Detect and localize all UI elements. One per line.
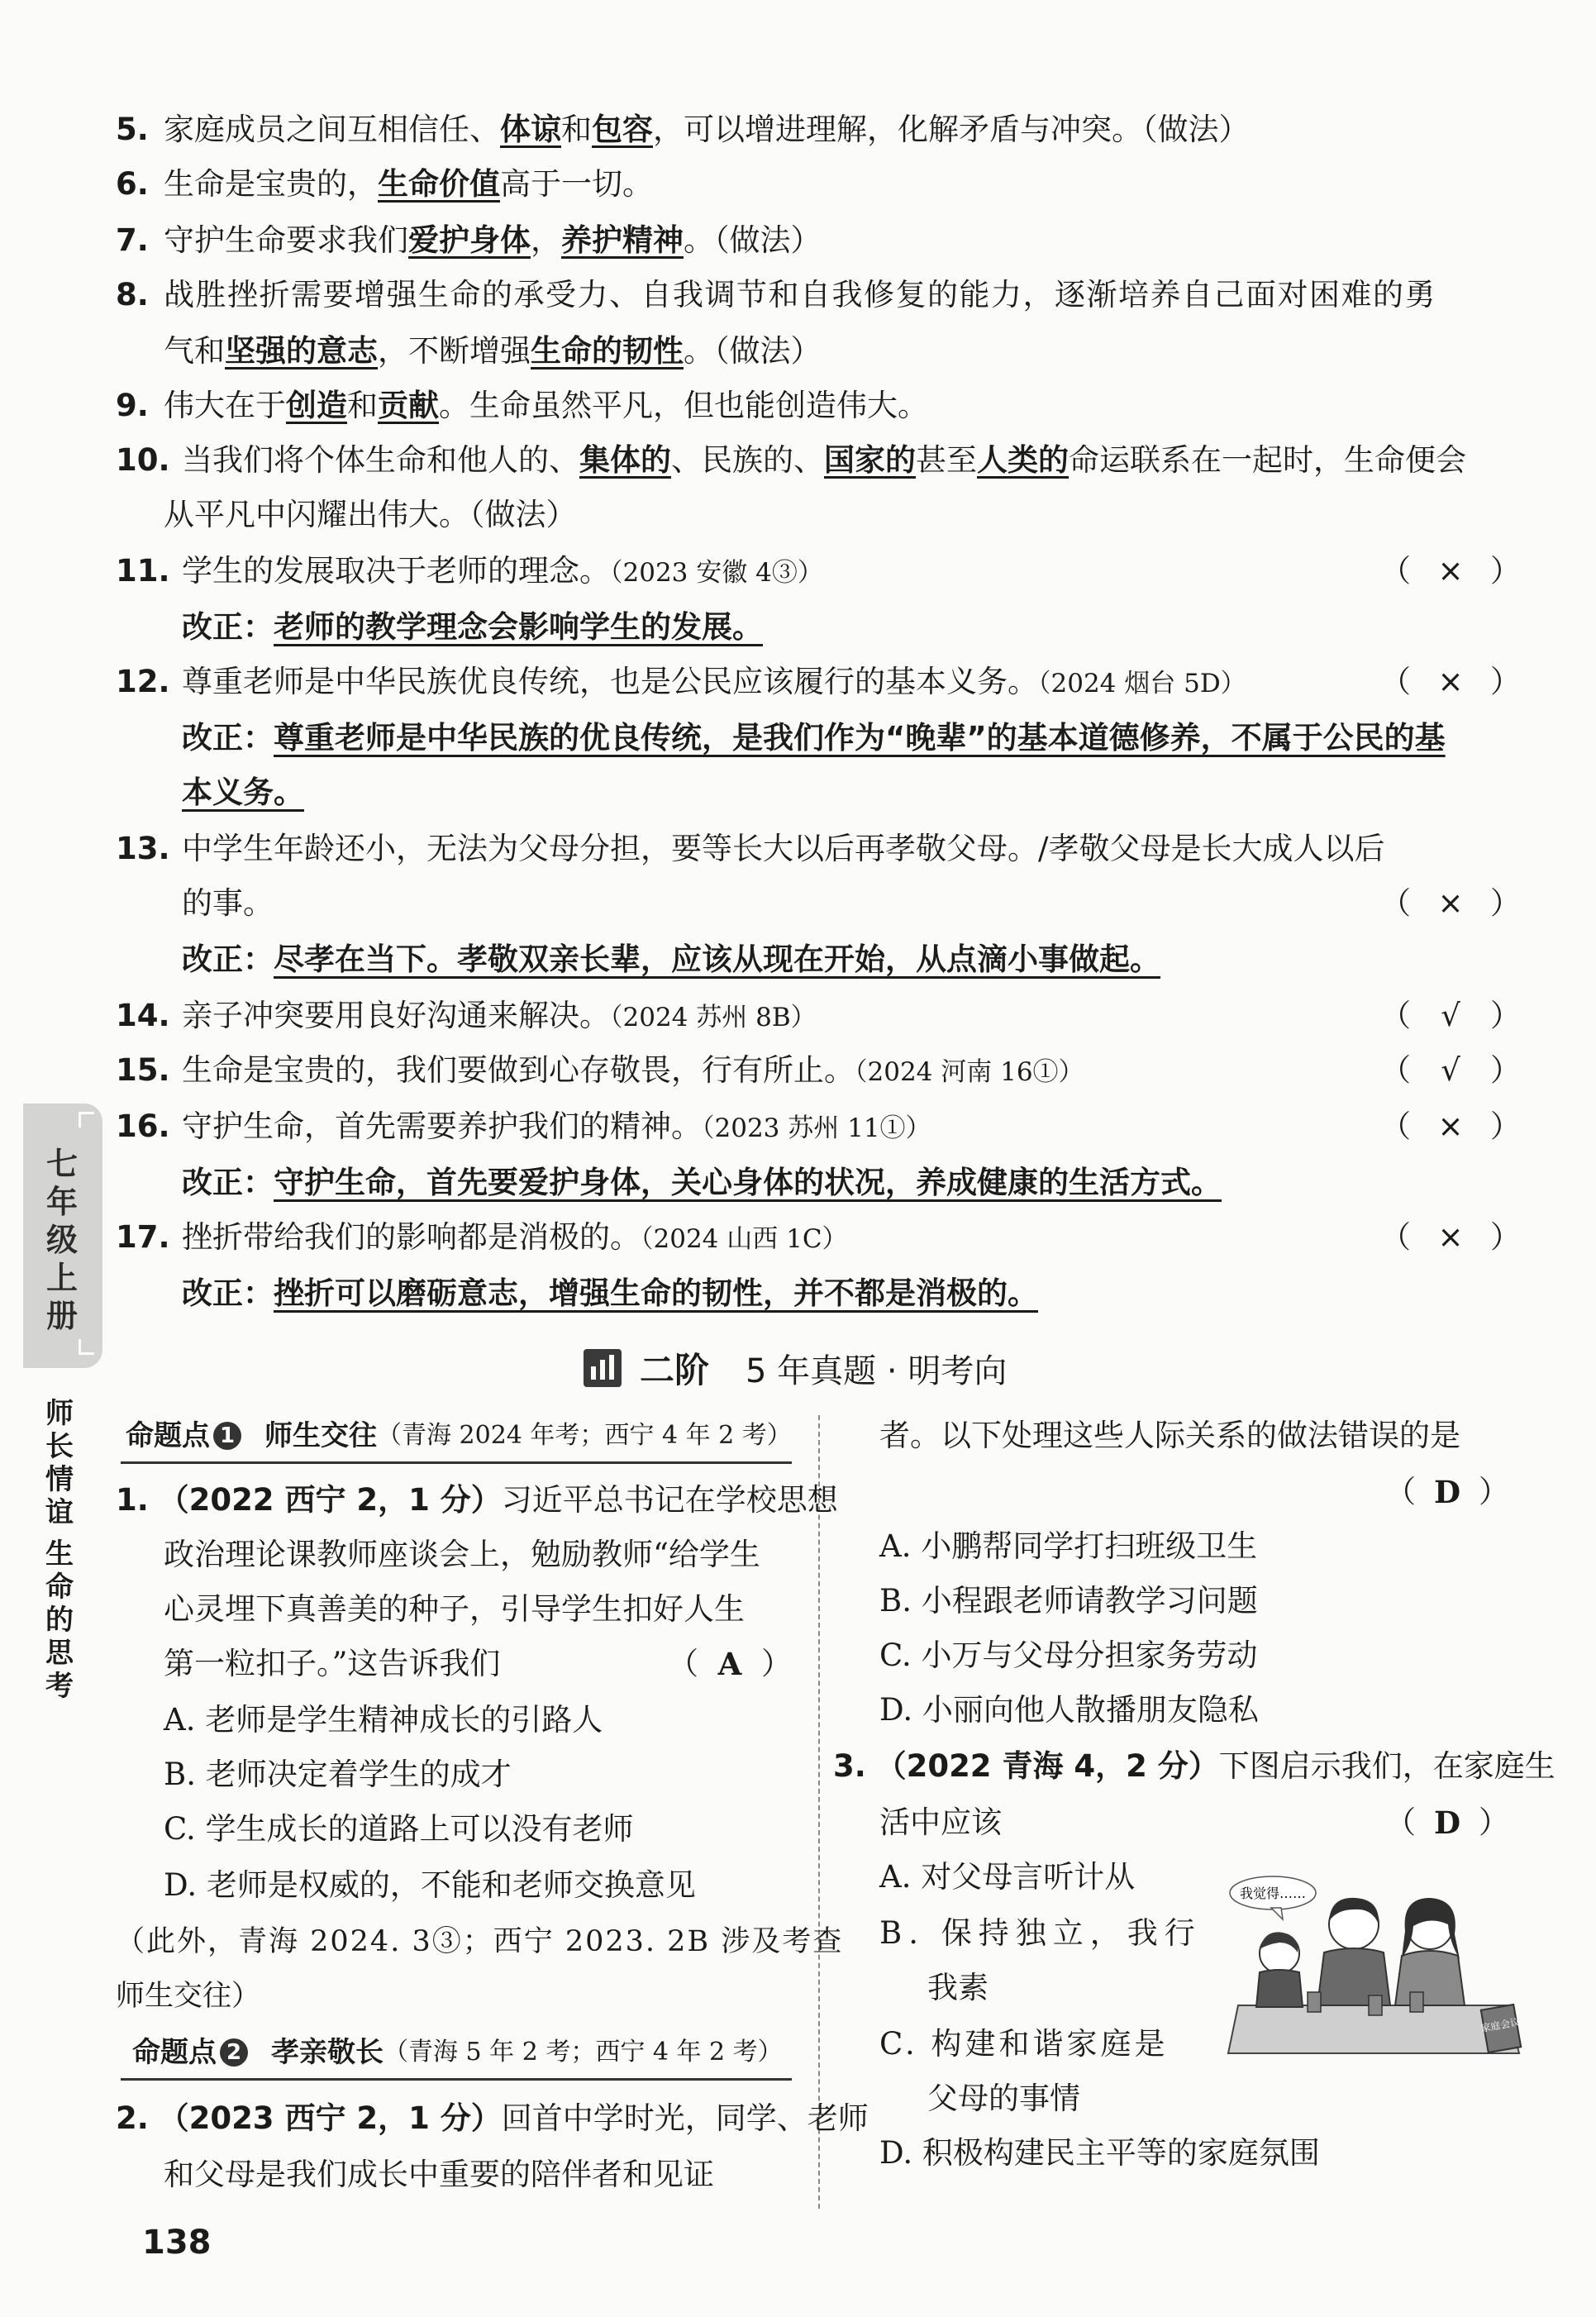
option: D. 积极构建民主平等的家庭氛围 (879, 2135, 1320, 2171)
item-number: 11. (116, 553, 170, 589)
stamp-text: 家庭会议 (1479, 2015, 1522, 2035)
unit-label-2: 生命的思考 (45, 1538, 74, 1703)
tab-corner (79, 1339, 94, 1355)
item-number: 12. (116, 664, 170, 699)
item-number: 9. (116, 388, 149, 423)
answer-letter: D (1433, 1804, 1461, 1841)
answer-letter: A (717, 1646, 742, 1682)
key-term: 养护精神 (561, 222, 684, 258)
column-divider (818, 1415, 820, 2209)
extra-note: 师生交往） (116, 1980, 261, 2013)
option: A. 小鹏帮同学打扫班级卫生 (879, 1528, 1258, 1564)
question-1: 1. （2022 西宁 2，1 分）习近平总书记在学校思想 (116, 1482, 838, 1518)
question-number: 2. (116, 2100, 149, 2136)
correction-13: 改正：尽孝在当下。孝敬双亲长辈，应该从现在开始，从点滴小事做起。 (182, 942, 1160, 977)
question-source: （2022 西宁 2，1 分） (158, 1482, 502, 1518)
section-title: 二阶 (640, 1350, 710, 1390)
option: D. 小丽向他人散播朋友隐私 (879, 1692, 1259, 1728)
item-number: 16. (116, 1108, 170, 1144)
option: C. 构建和谐家庭是 (879, 2026, 1169, 2062)
bar-chart-icon (584, 1349, 622, 1387)
item-10-cont: 从平凡中闪耀出伟大。（做法） (164, 497, 577, 532)
key-term: 包容 (592, 112, 653, 147)
tab-corner (79, 1112, 94, 1128)
option: D. 老师是权威的，不能和老师交换意见 (164, 1867, 696, 1903)
item-8-cont: 气和坚强的意志，不断增强生命的韧性。（做法） (164, 333, 822, 369)
question-number: 3. (833, 1748, 866, 1784)
answer-letter: D (1433, 1474, 1461, 1510)
question-source: （2022 青海 4，2 分） (875, 1748, 1219, 1784)
judgement-mark: √ (1441, 1052, 1460, 1088)
answer-paren: （ × ） (1380, 876, 1521, 931)
key-term: 贡献 (378, 388, 439, 423)
section-subtitle: 5 年真题 · 明考向 (746, 1352, 1008, 1390)
answer-paren: （ √ ） (1380, 1043, 1521, 1098)
section-heading (584, 1341, 1007, 1395)
key-term: 爱护身体 (408, 222, 531, 258)
extra-note: （此外，青海 2024. 3③；西宁 2023. 2B 涉及考查 (116, 1925, 844, 1958)
judgement-mark: × (1437, 553, 1464, 589)
correction-11: 改正：老师的教学理念会影响学生的发展。 (182, 609, 763, 645)
option: B. 老师决定着学生的成才 (164, 1757, 512, 1792)
option: B. 保持独立，我行 (879, 1915, 1202, 1951)
key-term: 生命的韧性 (531, 333, 684, 369)
judgement-mark: × (1437, 1108, 1464, 1144)
answer-paren: （ × ） (1380, 655, 1521, 709)
key-term: 坚强的意志 (225, 333, 378, 369)
key-term: 人类的 (977, 442, 1069, 478)
family-meeting-illustration (1222, 1866, 1527, 2065)
key-term: 集体的 (579, 442, 671, 478)
answer-paren: （ A ） (668, 1637, 792, 1691)
grade-label: 七年级上册 (45, 1146, 78, 1334)
topic-underline (121, 1461, 792, 1464)
option-cont: 我素 (927, 1970, 989, 2005)
question-3: 3. （2022 青海 4，2 分）下图启示我们，在家庭生 (833, 1748, 1556, 1784)
key-term: 生命价值 (378, 166, 500, 202)
option: C. 小万与父母分担家务劳动 (879, 1638, 1258, 1673)
question-source: （2023 西宁 2，1 分） (158, 2100, 502, 2136)
item-number: 15. (116, 1052, 170, 1088)
judgement-mark: × (1437, 1219, 1464, 1255)
speech-bubble-text: 我觉得…… (1239, 1886, 1307, 1901)
item-number: 14. (116, 998, 170, 1033)
question-2-cont: 者。以下处理这些人际关系的做法错误的是 (879, 1418, 1460, 1453)
topic-heading-2: 命题点 2 孝亲敬长 （青海 5 年 2 考；西宁 4 年 2 考） (132, 2036, 783, 2069)
item-number: 7. (116, 222, 149, 258)
topic-number-badge: 1 (213, 1422, 241, 1450)
correction-16: 改正：守护生命，首先要爱护身体，关心身体的状况，养成健康的生活方式。 (182, 1165, 1222, 1200)
judgement-mark: × (1437, 885, 1464, 921)
option: A. 对父母言听计从 (879, 1859, 1136, 1895)
option: C. 学生成长的道路上可以没有老师 (164, 1811, 634, 1847)
judgement-mark: × (1437, 664, 1464, 699)
topic-number-badge: 2 (220, 2038, 248, 2067)
answer-paren: （ D ） (1385, 1465, 1509, 1519)
key-term: 创造 (286, 388, 347, 423)
question-number: 1. (116, 1482, 149, 1518)
answer-paren: （ D ） (1385, 1795, 1509, 1850)
key-term: 国家的 (824, 442, 916, 478)
answer-paren: （ √ ） (1380, 989, 1521, 1043)
item-number: 6. (116, 166, 149, 202)
question-2: 2. （2023 西宁 2，1 分）回首中学时光，同学、老师 (116, 2100, 869, 2136)
key-term: 体谅 (500, 112, 561, 147)
option: A. 老师是学生精神成长的引路人 (164, 1702, 603, 1738)
item-number: 13. (116, 831, 170, 866)
topic-underline (121, 2078, 792, 2081)
item-number: 8. (116, 277, 149, 312)
option: B. 小程跟老师请教学习问题 (879, 1583, 1258, 1619)
correction-12: 改正：尊重老师是中华民族的优良传统，是我们作为“晚辈”的基本道德修养，不属于公民的基 (182, 720, 1446, 756)
item-number: 5. (116, 112, 149, 147)
topic-heading-1: 命题点 1 师生交往 （青海 2024 年考；西宁 4 年 2 考） (126, 1419, 792, 1452)
page: 5. 家庭成员之间互相信任、体谅和包容，可以增进理解，化解矛盾与冲突。（做法） 6. 生命是宝贵的，生命价值高于一切。 7. 守护生命要求我们爱护身体，养护精神。（做法） 8. 战胜挫折需要增强生命的承受力、自我调节和自我修复的能力，逐渐培养自己面对困难的勇 气和坚强的意志，不断增强生命的韧性。（做法） 9. 伟大在于创造和贡献。生命虽然平凡，但也能创造伟大。 10. 当我们将个体生命和他人的、集体的、民族的、国家的甚至人类的命运联系在一起时，生命便会 从平凡中闪耀出伟大。（做法） 11. 学生的发展取决于老师的理念。（2023 安徽 4③） （ × ） 改正：老师的教学理念会影响学生的发展。 12. 尊重老师是中华民族优良传统，也是公民应该履行的基本义务。（2024 烟台 5D） （ × ） 改正：尊重老师是中华民族的优良传统，是我们作为“晚辈”的基本道德修养，不属于公民的基 本义务。 13. 中学生年龄还小，无法为父母分担，要等长大以后再孝敬父母。/孝敬父母是长大成人以后 的事。 （ × ） 改正：尽孝在当下。孝敬双亲长辈，应该从现在开始，从点滴小事做起。 14. 亲子冲突要用良好沟通来解决。（2024 苏州 8B） （ √ ） 15. 生命是宝贵的，我们要做到心存敬畏，行有所止。（2024 河南 16①） （ √ ） 16. 守护生命，首先需要养护我们的精神。（2023 苏州 11①） （ × ） 改正：守护生命，首先要爱护身体，关心身体的状况，养成健康的生活方式。 17. 挫折带给我们的影响都是消极的。（2024 山西 1C） （ × ） 改正：挫折可以磨砺意志，增强生命的韧性，并不都是消极的。 七年级上册 师长情谊 生命的思考 二阶 5 年真题 · 明考向 命题点 1 师生交往 （青海 2024 年考；西宁 4 年 2 考） 1. （2022 西宁 2，1 分）习近平总书记在学校思想 政治理论课教师座谈会上，勉励教师“给学生 心灵埋下真善美的种子，引导学生扣好人生 第一粒扣子。”这告诉我们 （ A ） A. 老师是学生精神成长的引路人 B. 老师决定着学生的成才 C. 学生成长的道路上可以没有老师 D. 老师是权威的，不能和老师交换意见 （此外，青海 2024. 3③；西宁 2023. 2B 涉及考查 师生交往） 命题点 2 孝亲敬长 （青海 5 年 2 考；西宁 4 年 2 考） 2. （2023 西宁 2，1 分）回首中学时光，同学、老师 和父母是我们成长中重要的陪伴者和见证 者。以下处理这些人际关系的做法错误的是 （ D ） A. 小鹏帮同学打扫班级卫生 B. 小程跟老师请教学习问题 C. 小万与父母分担家务劳动 D. 小丽向他人散播朋友隐私 3. （2022 青海 4，2 分）下图启示我们，在家庭生 活中应该 （ D ） A. 对父母言听计从 B. 保持独立，我行 我素 C. 构建和谐家庭是 父母的事情 D. 积极构建民主平等的家庭氛围 我觉得…… 家庭会议 138 (0, 0, 1596, 2317)
answer-paren: （ × ） (1380, 544, 1521, 598)
answer-paren: （ × ） (1380, 1210, 1521, 1265)
judgement-mark: √ (1441, 998, 1460, 1033)
correction-17: 改正：挫折可以磨砺意志，增强生命的韧性，并不都是消极的。 (182, 1275, 1038, 1311)
answer-paren: （ × ） (1380, 1099, 1521, 1154)
unit-label-1: 师长情谊 (45, 1397, 74, 1529)
item-number: 17. (116, 1219, 170, 1255)
page-number: 138 (142, 2224, 212, 2262)
correction-12-cont: 本义务。 (182, 775, 304, 810)
item-number: 10. (116, 442, 170, 478)
option-cont: 父母的事情 (927, 2081, 1080, 2116)
